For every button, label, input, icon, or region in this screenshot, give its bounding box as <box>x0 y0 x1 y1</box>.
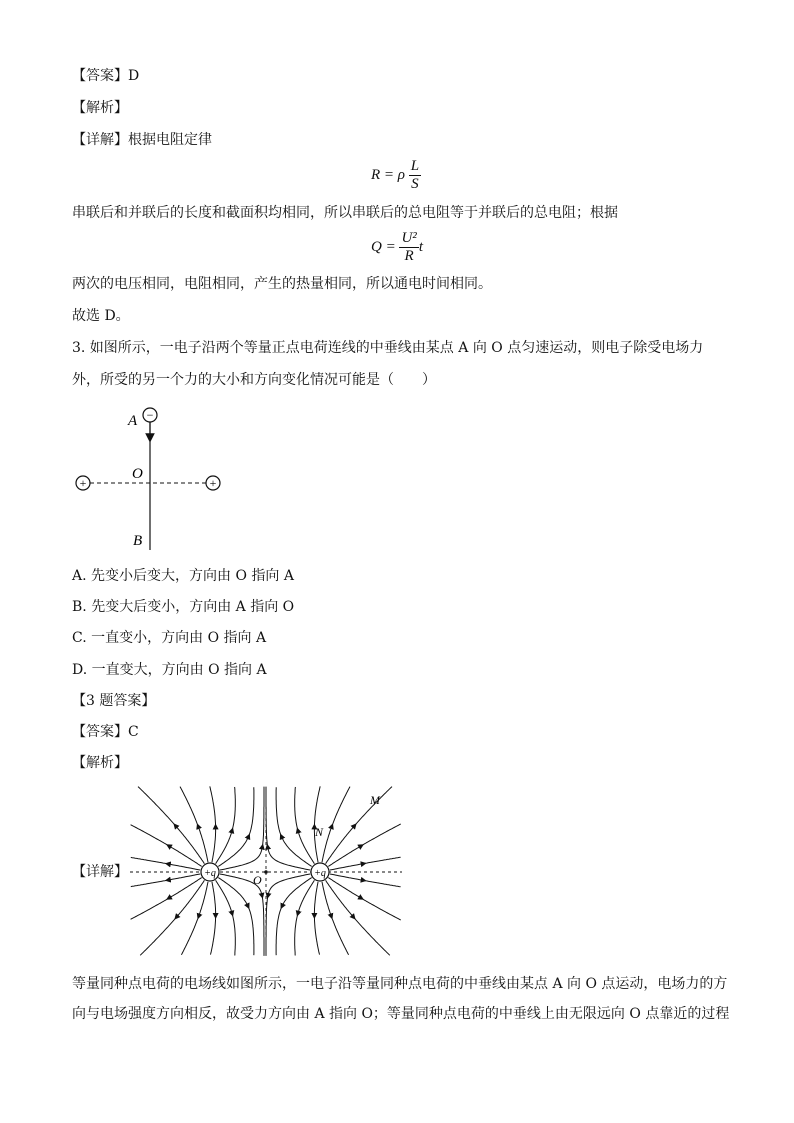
field-arrow <box>248 836 249 837</box>
field-line <box>322 882 349 955</box>
choose-line: 故选 D。 <box>72 308 130 324</box>
field-line <box>322 787 350 863</box>
formula-tail: t <box>418 238 423 255</box>
question-stem-line1: 3. 如图所示，一电子沿两个等量正点电荷连线的中垂线由某点 A 向 O 点匀速运动，则电子除受电场力 <box>72 340 704 356</box>
field-arrow <box>360 898 361 899</box>
field-line <box>210 786 216 862</box>
explain-line1: 等量同种点电荷的电场线如图所示，一电子沿等量同种点电荷的中垂线由某点 A 向 O 点运动，电场力的方 <box>72 976 728 992</box>
field-line <box>180 787 208 863</box>
numerator: L <box>410 158 420 174</box>
label-M: M <box>370 793 380 807</box>
field-line <box>218 787 254 866</box>
q3-detail-label: 【详解】 <box>72 864 128 880</box>
question-figure <box>70 400 240 558</box>
charge-label: +q <box>314 868 326 879</box>
field-arrow <box>353 916 354 917</box>
detail-text: 根据电阻定律 <box>128 132 212 148</box>
field-arrow <box>360 846 361 847</box>
field-line <box>326 787 392 864</box>
field-line <box>266 787 310 870</box>
left-charge <box>201 863 219 881</box>
field-arrow <box>331 826 332 827</box>
formula-resistance <box>371 158 421 193</box>
right-positive-charge <box>206 476 220 490</box>
field-arrow <box>169 898 170 899</box>
pos-sign: + <box>79 476 87 490</box>
field-arrow <box>199 915 200 916</box>
formula-lhs: R = ρ <box>371 166 405 183</box>
field-line <box>276 787 312 866</box>
answer-value: C <box>128 724 139 740</box>
field-line <box>220 787 264 870</box>
q3-answer-header: 【3 题答案】 <box>72 693 156 709</box>
electric-field-figure <box>130 786 402 956</box>
charge-label: +q <box>204 868 216 879</box>
q3-analysis-label: 【解析】 <box>72 755 128 771</box>
answer-value: D <box>128 68 140 84</box>
field-line <box>140 880 204 955</box>
label-A: A <box>128 413 138 429</box>
formula-heat <box>371 230 423 265</box>
option-a: A. 先变小后变大，方向由 O 指向 A <box>72 568 294 584</box>
field-line <box>218 878 254 956</box>
pos-sign: + <box>209 476 217 490</box>
field-line <box>314 882 319 955</box>
field-line <box>138 787 204 864</box>
formula-lhs: Q = <box>371 238 396 255</box>
field-arrow <box>247 905 248 906</box>
text-line: 串联后和并联后的长度和截面积均相同，所以串联后的总电阻等于并联后的总电阻；根据 <box>72 205 618 221</box>
label-B: B <box>133 533 143 549</box>
explain-line2: 向与电场强度方向相反，故受力方向由 A 指向 O；等量同种点电荷的中垂线上由无限远向 O 点靠近的过程 <box>72 1006 730 1022</box>
field-line <box>326 880 390 955</box>
field-line <box>216 787 236 864</box>
field-arrow <box>281 836 282 837</box>
option-b: B. 先变大后变小，方向由 A 指向 O <box>72 599 295 615</box>
analysis-label: 【解析】 <box>72 100 128 116</box>
detail-line <box>72 130 212 150</box>
text-line: 两次的电压相同，电阻相同，产生的热量相同，所以通电时间相同。 <box>72 276 492 292</box>
field-line <box>295 880 315 955</box>
field-arrow <box>176 916 177 917</box>
label-O: O <box>253 873 262 887</box>
detail-label: 【详解】 <box>72 132 128 148</box>
answer-label: 【答案】 <box>72 68 128 84</box>
field-arrow <box>282 905 283 906</box>
denominator: S <box>411 176 419 192</box>
left-positive-charge <box>76 476 90 490</box>
field-arrow <box>331 915 332 916</box>
field-arrow <box>198 826 199 827</box>
numerator: U² <box>401 230 417 246</box>
right-charge <box>311 863 329 881</box>
field-arrow <box>169 846 170 847</box>
neg-sign: − <box>146 408 154 422</box>
field-line <box>211 882 216 955</box>
option-c: C. 一直变小，方向由 O 指向 A <box>72 630 267 646</box>
option-d: D. 一直变大，方向由 O 指向 A <box>72 662 267 678</box>
midpoint-O <box>264 870 268 874</box>
electron-charge <box>143 408 157 422</box>
answer-line <box>72 66 139 86</box>
field-line <box>181 882 208 955</box>
question-stem-line2: 外，所受的另一个力的大小和方向变化情况可能是（ ） <box>72 372 436 388</box>
field-line <box>216 880 236 955</box>
label-N: N <box>315 825 324 839</box>
label-O: O <box>132 466 143 482</box>
fraction <box>409 158 421 193</box>
q3-answer-line <box>72 722 139 742</box>
field-line <box>266 874 310 956</box>
fraction <box>399 230 418 265</box>
denominator: R <box>404 248 414 264</box>
field-line <box>276 878 312 956</box>
field-line <box>295 787 315 864</box>
answer-label: 【答案】 <box>72 724 128 740</box>
